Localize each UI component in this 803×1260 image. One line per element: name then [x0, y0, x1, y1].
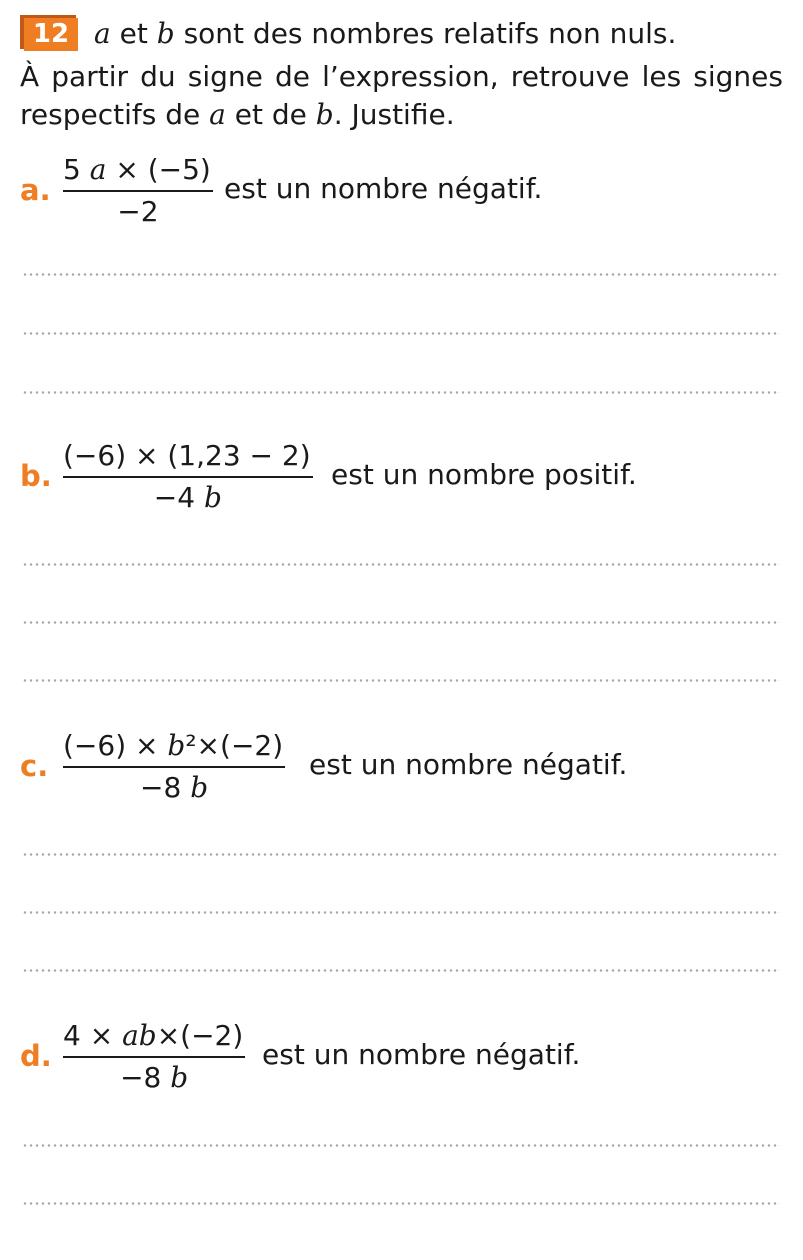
answer-line[interactable]: [22, 391, 780, 394]
num-part: 5: [63, 153, 81, 186]
num-variable: ab: [122, 1019, 157, 1052]
num-part: 4 ×: [63, 1019, 123, 1052]
numerator: [63, 728, 285, 766]
answer-line[interactable]: [22, 621, 780, 624]
intro-et: et: [119, 17, 148, 50]
intro-text: sont des nombres relatifs non nuls.: [183, 17, 677, 50]
instruction-var-a: a: [209, 98, 226, 131]
num-part: (−6) ×: [63, 729, 168, 762]
instruction-part1: À partir du signe de l’expression, retrouve les signes respectifs de: [20, 60, 783, 131]
exercise-intro: [94, 14, 676, 54]
fraction: [63, 152, 213, 230]
answer-line[interactable]: [22, 332, 780, 335]
answer-line[interactable]: [22, 1202, 780, 1205]
den-part: −8: [140, 771, 182, 804]
answer-line[interactable]: [22, 853, 780, 856]
den-part: −4: [153, 481, 196, 514]
question-letter: d.: [20, 1039, 52, 1073]
answer-line[interactable]: [22, 563, 780, 566]
instruction-and: et de: [234, 98, 307, 131]
answer-line[interactable]: [22, 1144, 780, 1147]
exercise-number: 12: [24, 18, 78, 51]
fraction: [63, 438, 313, 516]
num-part: × (−5): [106, 153, 211, 186]
den-part: −8: [120, 1061, 162, 1094]
numerator: [63, 1018, 245, 1056]
var-a: a: [94, 17, 111, 50]
denominator: [63, 1058, 245, 1096]
answer-line[interactable]: [22, 273, 780, 276]
den-part: −2: [117, 195, 159, 228]
var-b: b: [156, 17, 175, 50]
question-letter: b.: [20, 459, 52, 493]
numerator: [63, 438, 313, 476]
fraction: [63, 1018, 245, 1096]
instruction-var-b: b: [315, 98, 334, 131]
num-variable: b: [167, 729, 186, 762]
denominator: [63, 192, 213, 230]
statement: est un nombre négatif.: [224, 172, 543, 205]
num-part: ×(−2): [156, 1019, 244, 1052]
question-letter: a.: [20, 173, 51, 207]
answer-line[interactable]: [22, 679, 780, 682]
instruction-end: . Justifie.: [333, 98, 455, 131]
statement: est un nombre positif.: [331, 458, 637, 491]
exercise-number-badge: [20, 15, 78, 51]
answer-line[interactable]: [22, 911, 780, 914]
question-letter: c.: [20, 749, 49, 783]
statement: est un nombre négatif.: [309, 748, 628, 781]
fraction: [63, 728, 285, 806]
denominator: [63, 768, 285, 806]
exercise-instruction: [20, 58, 783, 134]
numerator: [63, 152, 213, 190]
num-part: ²×(−2): [185, 729, 284, 762]
den-variable: b: [190, 771, 209, 804]
num-variable: a: [89, 153, 107, 186]
answer-line[interactable]: [22, 969, 780, 972]
statement: est un nombre négatif.: [262, 1038, 581, 1071]
den-variable: b: [170, 1061, 189, 1094]
denominator: [63, 478, 313, 516]
den-variable: b: [203, 481, 222, 514]
num-part: (−6) × (1,23 − 2): [63, 439, 311, 472]
